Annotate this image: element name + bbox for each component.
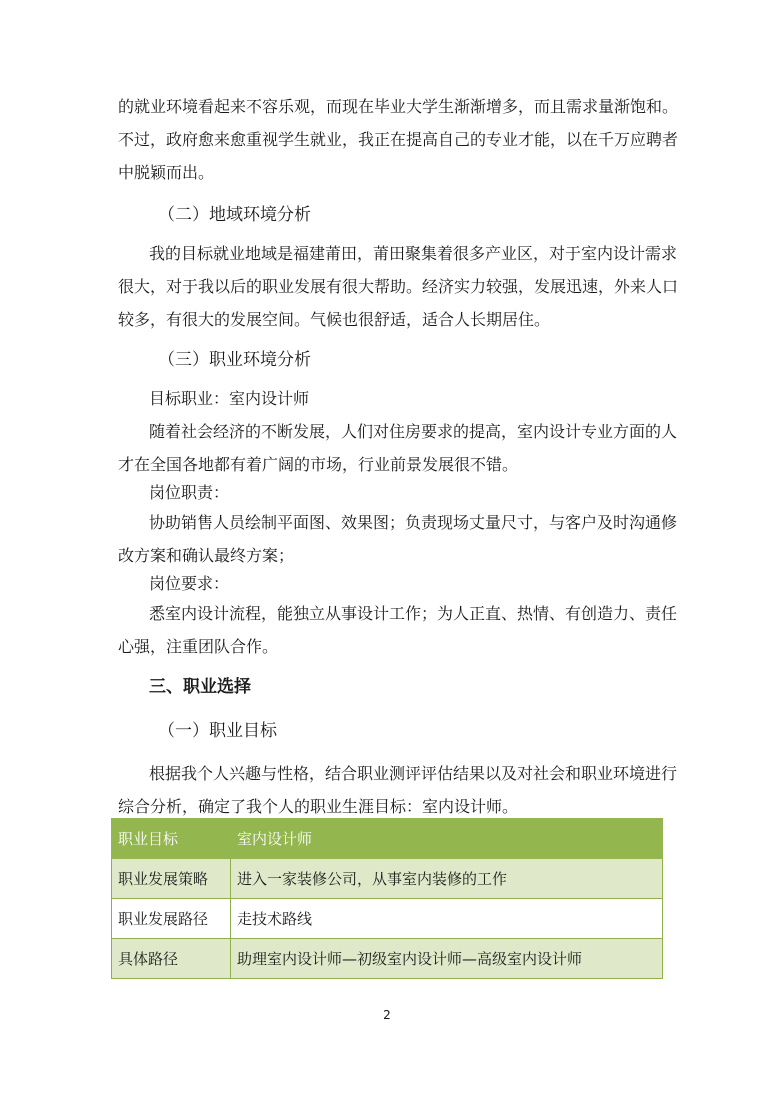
heading-career-environment: （三）职业环境分析 bbox=[158, 350, 311, 370]
paragraph-line: 较多，有很大的发展空间。气候也很舒适，适合人长期居住。 bbox=[118, 310, 551, 329]
table-row bbox=[112, 939, 663, 979]
duty-label: 岗位职责： bbox=[149, 483, 230, 502]
paragraph-line: 悉室内设计流程，能独立从事设计工作；为人正直、热情、有创造力、责任 bbox=[149, 604, 678, 623]
table-row bbox=[112, 819, 663, 859]
paragraph-line: 心强，注重团队合作。 bbox=[118, 637, 279, 656]
heading-region-analysis: （二）地域环境分析 bbox=[158, 205, 311, 225]
paragraph-line: 中脱颖而出。 bbox=[118, 163, 215, 182]
table-cell-label: 职业发展策略 bbox=[112, 859, 231, 899]
career-goal-table bbox=[111, 818, 663, 979]
heading-career-choice: 三、职业选择 bbox=[149, 677, 251, 697]
table-row bbox=[112, 859, 663, 899]
paragraph-line: 随着社会经济的不断发展，人们对住房要求的提高，室内设计专业方面的人 bbox=[149, 422, 678, 441]
table-cell-value: 室内设计师 bbox=[231, 819, 663, 859]
table-cell-value: 助理室内设计师—初级室内设计师—高级室内设计师 bbox=[231, 939, 663, 979]
table-cell-value: 进入一家装修公司，从事室内装修的工作 bbox=[231, 859, 663, 899]
paragraph-line: 根据我个人兴趣与性格，结合职业测评评估结果以及对社会和职业环境进行 bbox=[149, 764, 678, 783]
page-number: 2 bbox=[383, 1008, 391, 1022]
paragraph-line: 不过，政府愈来愈重视学生就业，我正在提高自己的专业才能，以在千万应聘者 bbox=[118, 130, 679, 149]
heading-career-goal: （一）职业目标 bbox=[158, 721, 277, 741]
table-cell-label: 具体路径 bbox=[112, 939, 231, 979]
paragraph-line: 协助销售人员绘制平面图、效果图；负责现场丈量尺寸，与客户及时沟通修 bbox=[149, 513, 678, 532]
table-cell-value: 走技术路线 bbox=[231, 899, 663, 939]
requirement-label: 岗位要求： bbox=[149, 574, 230, 593]
table-row bbox=[112, 899, 663, 939]
paragraph-line: 综合分析，确定了我个人的职业生涯目标：室内设计师。 bbox=[118, 797, 519, 816]
target-job-line: 目标职业：室内设计师 bbox=[149, 389, 310, 408]
paragraph-line: 我的目标就业地域是福建莆田，莆田聚集着很多产业区，对于室内设计需求 bbox=[149, 244, 678, 263]
paragraph-line: 很大，对于我以后的职业发展有很大帮助。经济实力较强，发展迅速，外来人口 bbox=[118, 277, 679, 296]
paragraph-line: 的就业环境看起来不容乐观，而现在毕业大学生渐渐增多，而且需求量渐饱和。 bbox=[118, 97, 679, 116]
paragraph-line: 才在全国各地都有着广阔的市场，行业前景发展很不错。 bbox=[118, 455, 519, 474]
table-cell-label: 职业目标 bbox=[112, 819, 231, 859]
table-cell-label: 职业发展路径 bbox=[112, 899, 231, 939]
paragraph-line: 改方案和确认最终方案； bbox=[118, 546, 295, 565]
